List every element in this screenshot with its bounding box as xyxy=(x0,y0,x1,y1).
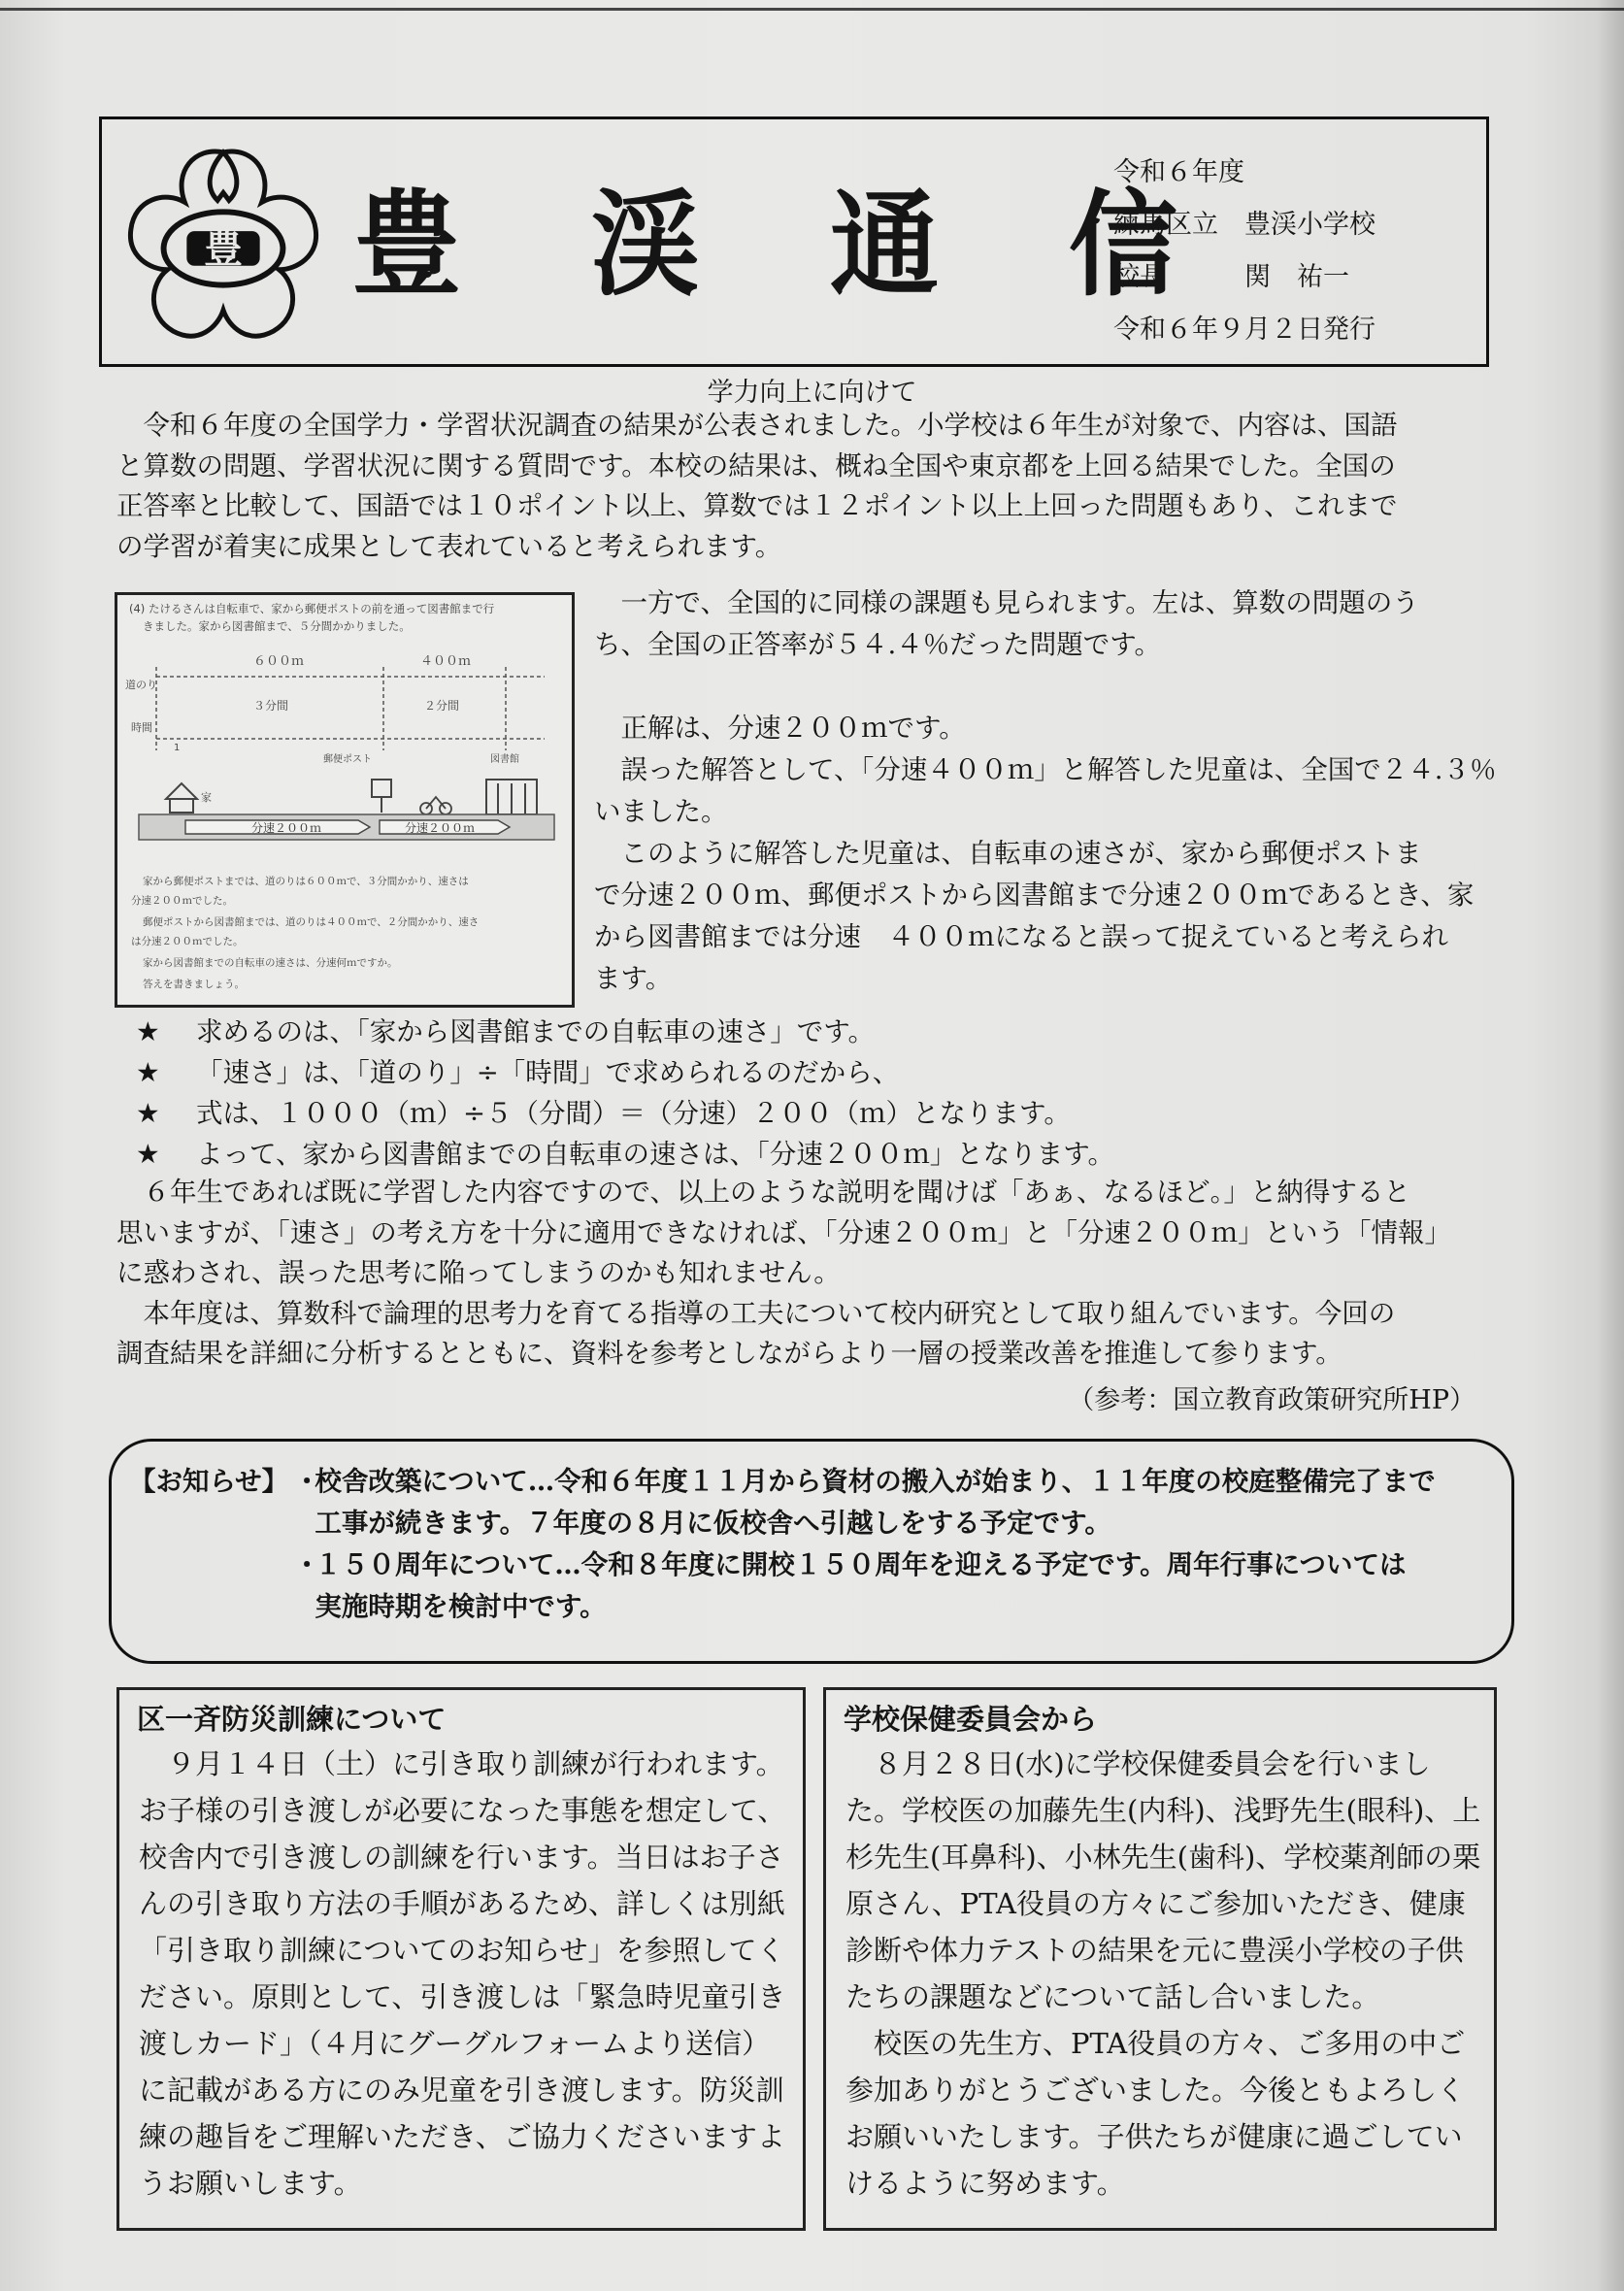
text-line: このように解答した児童は、自転車の速さが、家から郵便ポストま xyxy=(620,838,1422,869)
math-problem-figure xyxy=(115,592,575,1008)
principal-name: 校長 関 祐一 xyxy=(1113,262,1349,292)
step-text: よって、家から図書館までの自転車の速さは、「分速２００ｍ」となります。 xyxy=(196,1139,1114,1170)
title-char: 豊 xyxy=(352,178,461,313)
bullet: ・ xyxy=(293,1549,320,1580)
school-year: 令和６年度 xyxy=(1113,157,1244,187)
text-line: けるように努めます。 xyxy=(845,2167,1125,2200)
issue-info xyxy=(1113,147,1482,356)
school-name: 練馬区立 豊渓小学校 xyxy=(1113,210,1375,240)
figure-question-line: (4) たけるさんは自転車で、家から郵便ポストの前を通って図書館まで行 xyxy=(129,602,495,615)
figure-note-line: 家から郵便ポストまでは、道のりは６００ｍで、３分間かかり、速さは xyxy=(143,876,469,887)
text-line: に記載がある方にのみ児童を引き渡します。防災訓 xyxy=(139,2074,784,2107)
text-line: 調査結果を詳細に分析するとともに、資料を参考としながらより一層の授業改善を推進して参ります。 xyxy=(116,1338,1342,1369)
star-icon: ★ xyxy=(136,1139,160,1170)
notice-box xyxy=(109,1439,1514,1664)
text-line: 実施時期を検討中です。 xyxy=(315,1591,607,1622)
text-line: 参加ありがとうございました。今後ともよろしく xyxy=(845,2074,1466,2107)
text-line: ち、全国の正答率が５４.４％だった問題です。 xyxy=(594,629,1162,660)
text-line: 工事が続きます。７年度の８月に仮校舎へ引越しをする予定です。 xyxy=(315,1508,1111,1539)
row-label: 道のり xyxy=(125,679,157,691)
analysis-text xyxy=(594,582,1497,1000)
text-line: 杉先生(耳鼻科)、小林先生(歯科)、学校薬剤師の栗 xyxy=(845,1841,1481,1874)
figure-note-line: 郵便ポストから図書館までは、道のりは４００ｍで、２分間かかり、速さ xyxy=(143,916,480,928)
svg-text:1: 1 xyxy=(174,743,181,753)
masthead xyxy=(99,116,1489,367)
text-line: ださい。原則として、引き渡しは「緊急時児童引き xyxy=(139,1980,786,2013)
text-line: ます。 xyxy=(594,963,673,994)
star-icon: ★ xyxy=(136,1016,160,1047)
intro-paragraph xyxy=(116,406,1495,567)
text-line: 本年度は、算数科で論理的思考力を育てる指導の工夫について校内研究として取り組んでいます。今回の xyxy=(143,1297,1396,1329)
title-char: 信 xyxy=(1069,178,1177,313)
figure-question-line: きました。家から図書館まで、５分間かかりました。 xyxy=(143,619,411,633)
text-line: から図書館までは分速 ４００ｍになると誤って捉えていると考えられ xyxy=(594,921,1448,952)
house-icon xyxy=(166,783,197,799)
box-content xyxy=(845,1741,1486,2207)
text-line: ８月２８日(水)に学校保健委員会を行いまし xyxy=(845,1747,1431,1780)
school-emblem-icon xyxy=(117,139,329,350)
text-line: んの引き取り方法の手順があるため、詳しくは別紙 xyxy=(139,1887,785,1920)
distance-label: ４００ｍ xyxy=(420,654,472,669)
text-line: 一方で、全国的に同様の課題も見られます。左は、算数の問題のう xyxy=(620,587,1419,618)
box-title: 学校保健委員会から xyxy=(844,1703,1098,1736)
scan-right-shadow xyxy=(1597,0,1624,2291)
notice-label: 【お知らせ】 xyxy=(129,1466,289,1497)
text-line: いました。 xyxy=(594,796,728,827)
health-committee-box xyxy=(823,1687,1497,2231)
scan-top-edge xyxy=(0,8,1624,11)
notice-item xyxy=(315,1544,1508,1628)
text-line: 「引き取り訓練についてのお知らせ」を参照してく xyxy=(139,1934,785,1967)
text-line: 診断や体力テストの結果を元に豊渓小学校の子供 xyxy=(845,1934,1464,1967)
text-line: た。学校医の加藤先生(内科)、浅野先生(眼科)、上 xyxy=(845,1794,1481,1827)
text-line: 校医の先生方、PTA役員の方々、ご多用の中ご xyxy=(845,2027,1466,2060)
figure-note-line: 家から図書館までの自転車の速さは、分速何ｍですか。 xyxy=(143,957,398,969)
newsletter-title xyxy=(352,178,1177,314)
text-line: 正答率と比較して、国語では１０ポイント以上、算数では１２ポイント以上上回った問題もあり、これまで xyxy=(116,490,1398,521)
post-icon xyxy=(372,780,391,797)
post-label: 郵便ポスト xyxy=(323,754,372,765)
bullet: ・ xyxy=(293,1466,320,1497)
text-line: 誤った解答として、「分速４００ｍ」と解答した児童は、全国で２４.３％ xyxy=(620,754,1497,785)
text-line: 渡しカード」（４月にグーグルフォームより送信） xyxy=(139,2027,771,2060)
text-line: たちの課題などについて話し合いました。 xyxy=(845,1980,1380,2013)
title-char: 通 xyxy=(830,178,939,313)
time-label: ２分間 xyxy=(424,699,460,713)
text-line: 校舎内で引き渡しの訓練を行います。当日はお子さ xyxy=(139,1841,784,1874)
text-line: で分速２００ｍ、郵便ポストから図書館まで分速２００ｍであるとき、家 xyxy=(594,880,1475,911)
text-line: の学習が着実に成果として表れていると考えられます。 xyxy=(116,530,782,562)
step-text: 「速さ」は、「道のり」÷「時間」で求められるのだから、 xyxy=(196,1057,900,1088)
speed-label: 分速２００ｍ xyxy=(405,821,476,835)
figure-note-line: 答えを書きましょう。 xyxy=(143,979,245,990)
article-heading: 学力向上に向けて xyxy=(707,378,917,408)
notice-item xyxy=(315,1461,1508,1544)
box-title: 区一斉防災訓練について xyxy=(137,1703,447,1736)
emblem-char: 豊 xyxy=(204,226,243,272)
text-line: 思いますが、「速さ」の考え方を十分に適用できなければ、「分速２００ｍ」と「分速２００ｍ」という「情報」 xyxy=(116,1216,1451,1248)
reference-note: （参考：国立教育政策研究所HP） xyxy=(1068,1385,1475,1415)
text-line: ６年生であれば既に学習した内容ですので、以上のような説明を聞けば「あぁ、なるほど。」と納得すると xyxy=(143,1177,1410,1208)
text-line: と算数の問題、学習状況に関する質問です。本校の結果は、概ね全国や東京都を上回る結果でした。全国の xyxy=(116,449,1396,481)
text-line: に惑わされ、誤った思考に陥ってしまうのかも知れません。 xyxy=(116,1257,841,1288)
step-text: 式は、１０００（ｍ）÷５（分間）＝（分速）２００（ｍ）となります。 xyxy=(196,1098,1071,1129)
box-content xyxy=(139,1741,791,2207)
text-line: ９月１４日（土）に引き取り訓練が行われます。 xyxy=(139,1747,784,1780)
closing-paragraph xyxy=(116,1173,1495,1375)
speed-label: 分速２００ｍ xyxy=(251,821,322,835)
text-line: １５０周年について…令和８年度に開校１５０周年を迎える予定です。周年行事については xyxy=(315,1549,1407,1580)
text-line: 原さん、PTA役員の方々にご参加いただき、健康 xyxy=(845,1887,1466,1920)
text-line: うお願いします。 xyxy=(139,2167,362,2200)
title-char: 渓 xyxy=(591,178,700,313)
row-label: 時間 xyxy=(131,721,152,734)
star-icon: ★ xyxy=(136,1057,160,1088)
text-line: お子様の引き渡しが必要になった事態を想定して、 xyxy=(139,1794,786,1827)
time-label: ３分間 xyxy=(253,699,289,713)
library-label: 図書館 xyxy=(490,754,519,765)
star-icon: ★ xyxy=(136,1098,160,1129)
distance-label: ６００ｍ xyxy=(253,654,305,669)
step-text: 求めるのは、「家から図書館までの自転車の速さ」です。 xyxy=(196,1016,876,1047)
text-line: お願いいたします。子供たちが健康に過ごしてい xyxy=(845,2120,1463,2153)
text-line: 正解は、分速２００ｍです。 xyxy=(620,713,966,744)
text-line: 令和６年度の全国学力・学習状況調査の結果が公表されました。小学校は６年生が対象で、内容は、国語 xyxy=(143,410,1398,441)
text-line: 校舎改築について…令和６年度１１月から資材の搬入が始まり、１１年度の校庭整備完了まで xyxy=(315,1466,1436,1497)
home-label: 家 xyxy=(201,791,212,804)
disaster-drill-box xyxy=(116,1687,806,2231)
text-line: 練の趣旨をご理解いただき、ご協力くださいますよ xyxy=(139,2120,785,2153)
figure-note-line: は分速２００ｍでした。 xyxy=(131,936,244,947)
figure-note-line: 分速２００ｍでした。 xyxy=(131,895,233,907)
issue-date: 令和６年９月２日発行 xyxy=(1113,315,1375,345)
solution-steps xyxy=(136,1012,1475,1175)
